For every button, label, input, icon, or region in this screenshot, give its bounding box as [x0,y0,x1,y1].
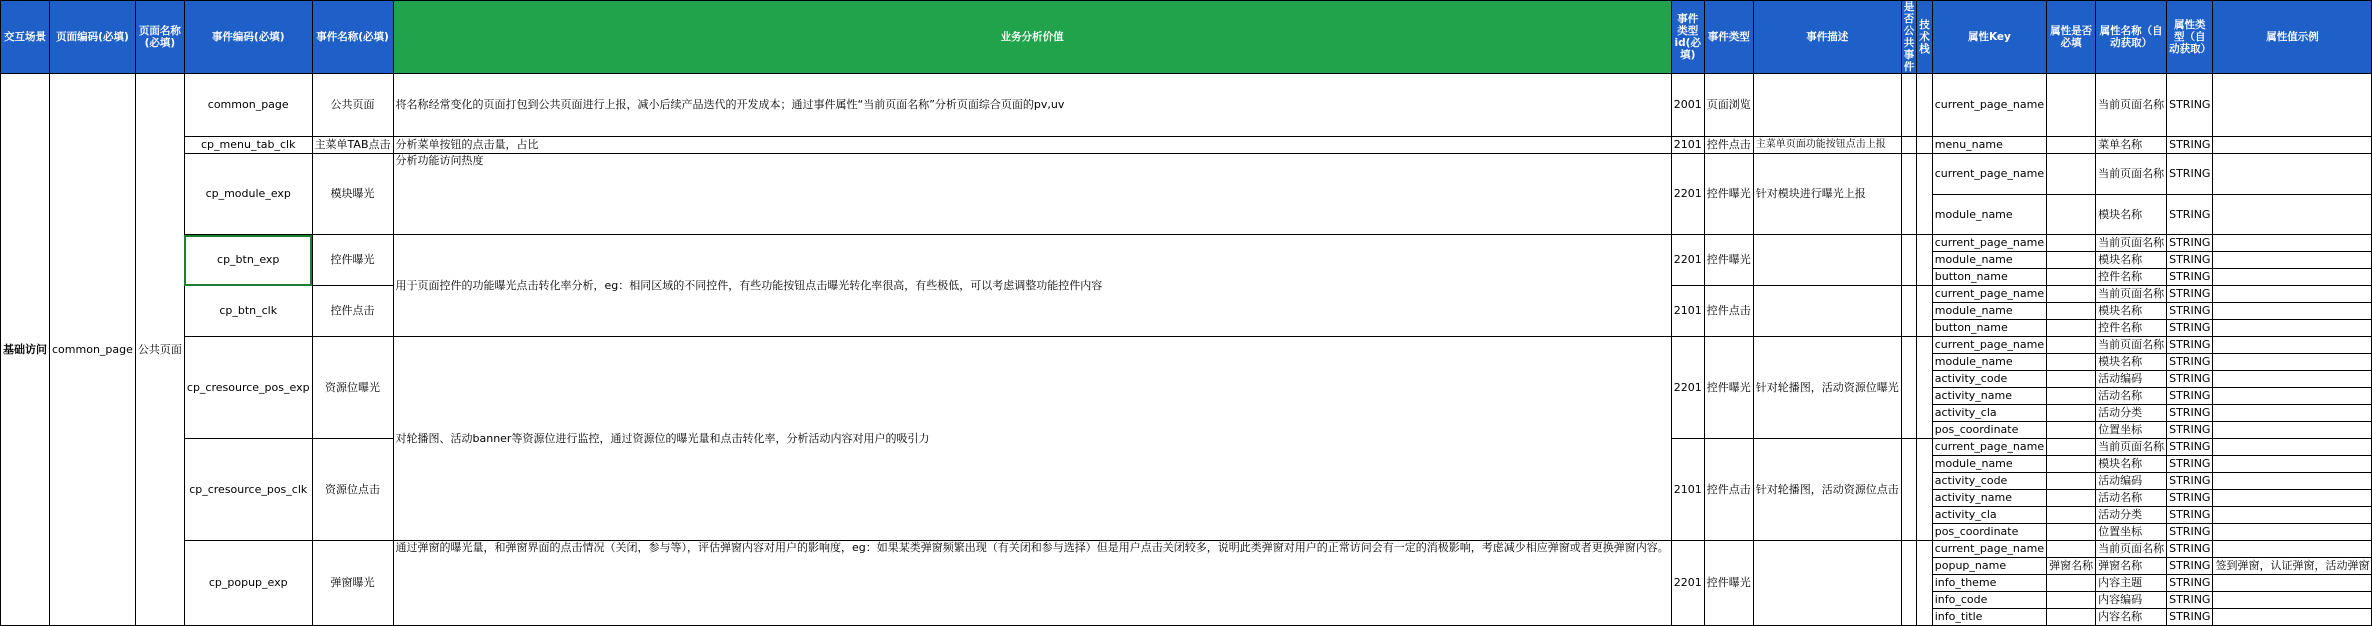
prop-name-cell[interactable]: 活动编码 [2096,371,2167,388]
prop-required-cell[interactable] [2047,592,2096,609]
prop-required-cell[interactable] [2047,286,2096,303]
prop-example-cell[interactable] [2213,303,2372,320]
is-public-cell[interactable] [1901,74,1917,137]
prop-key-cell[interactable]: current_page_name [1932,541,2046,558]
prop-required-cell[interactable] [2047,422,2096,439]
prop-example-cell[interactable] [2213,320,2372,337]
event-type-cell[interactable]: 控件曝光 [1704,337,1753,439]
prop-required-cell[interactable] [2047,74,2096,137]
header-event-type[interactable]: 事件类型 [1704,1,1753,74]
prop-example-cell[interactable] [2213,286,2372,303]
prop-name-cell[interactable]: 内容名称 [2096,609,2167,626]
prop-type-cell[interactable]: STRING [2167,524,2213,541]
event-code-cell[interactable]: cp_btn_clk [184,286,312,337]
prop-example-cell[interactable]: 签到弹窗，认证弹窗，活动弹窗 [2213,558,2372,575]
prop-name-cell[interactable]: 控件名称 [2096,320,2167,337]
prop-type-cell[interactable]: STRING [2167,137,2213,154]
prop-key-cell[interactable]: current_page_name [1932,235,2046,252]
prop-name-cell[interactable]: 模块名称 [2096,303,2167,320]
event-name-cell[interactable]: 弹窗曝光 [312,541,393,626]
prop-required-cell[interactable] [2047,507,2096,524]
event-type-cell[interactable]: 控件曝光 [1704,541,1753,626]
header-prop-key[interactable]: 属性Key [1932,1,2046,74]
prop-type-cell[interactable]: STRING [2167,269,2213,286]
prop-example-cell[interactable] [2213,252,2372,269]
event-code-cell[interactable]: cp_popup_exp [184,541,312,626]
prop-example-cell[interactable] [2213,371,2372,388]
prop-example-cell[interactable] [2213,195,2372,235]
header-event-code[interactable]: 事件编码(必填) [184,1,312,74]
prop-key-cell[interactable]: activity_cla [1932,405,2046,422]
prop-type-cell[interactable]: STRING [2167,388,2213,405]
prop-example-cell[interactable] [2213,592,2372,609]
prop-required-cell[interactable] [2047,154,2096,195]
prop-required-cell[interactable] [2047,405,2096,422]
prop-key-cell[interactable]: current_page_name [1932,154,2046,195]
header-prop-type[interactable]: 属性类型（自动获取） [2167,1,2213,74]
event-desc-cell[interactable] [1753,541,1901,626]
prop-required-cell[interactable] [2047,337,2096,354]
page-code-cell[interactable]: common_page [50,74,136,626]
event-type-cell[interactable]: 控件曝光 [1704,235,1753,286]
prop-type-cell[interactable]: STRING [2167,371,2213,388]
prop-name-cell[interactable]: 活动名称 [2096,388,2167,405]
prop-required-cell[interactable] [2047,354,2096,371]
header-business-value[interactable]: 业务分析价值 [393,1,1671,74]
prop-required-cell[interactable] [2047,439,2096,456]
prop-example-cell[interactable] [2213,388,2372,405]
event-name-cell[interactable]: 公共页面 [312,74,393,137]
event-desc-cell[interactable] [1753,235,1901,286]
prop-required-cell[interactable] [2047,235,2096,252]
prop-type-cell[interactable]: STRING [2167,337,2213,354]
prop-example-cell[interactable] [2213,541,2372,558]
prop-name-cell[interactable]: 活动分类 [2096,405,2167,422]
event-name-cell[interactable]: 控件点击 [312,286,393,337]
is-public-cell[interactable] [1901,337,1917,439]
event-desc-cell[interactable]: 针对轮播图，活动资源位曝光 [1753,337,1901,439]
prop-name-cell[interactable]: 位置坐标 [2096,422,2167,439]
prop-name-cell[interactable]: 控件名称 [2096,269,2167,286]
prop-required-cell[interactable] [2047,195,2096,235]
prop-type-cell[interactable]: STRING [2167,575,2213,592]
prop-example-cell[interactable] [2213,74,2372,137]
prop-example-cell[interactable] [2213,422,2372,439]
header-tech-stack[interactable]: 技术栈 [1917,1,1933,74]
prop-type-cell[interactable]: STRING [2167,235,2213,252]
event-desc-cell[interactable]: 主菜单页面功能按钮点击上报 [1753,137,1901,154]
prop-name-cell[interactable]: 活动分类 [2096,507,2167,524]
event-code-cell[interactable]: cp_btn_exp [184,235,312,286]
is-public-cell[interactable] [1901,286,1917,337]
prop-type-cell[interactable]: STRING [2167,286,2213,303]
table-row [1,154,2372,195]
prop-type-cell[interactable]: STRING [2167,195,2213,235]
prop-key-cell[interactable]: pos_coordinate [1932,422,2046,439]
is-public-cell[interactable] [1901,154,1917,235]
prop-key-cell[interactable]: activity_name [1932,490,2046,507]
scene-cell[interactable]: 基础访问 [1,74,50,626]
event-desc-cell[interactable]: 针对轮播图，活动资源位点击 [1753,439,1901,541]
business-value-cell[interactable]: 用于页面控件的功能曝光点击转化率分析，eg：相同区域的不同控件，有些功能按钮点击曝光转化率很高，有些极低，可以考虑调整功能控件内容 [393,235,1671,337]
prop-type-cell[interactable]: STRING [2167,252,2213,269]
tech-stack-cell[interactable] [1917,235,1933,286]
business-value-cell[interactable]: 将名称经常变化的页面打包到公共页面进行上报，减小后续产品迭代的开发成本；通过事件属性“当前页面名称”分析页面综合页面的pv,uv [393,74,1671,137]
prop-example-cell[interactable] [2213,405,2372,422]
event-type-cell[interactable]: 控件点击 [1704,137,1753,154]
prop-example-cell[interactable] [2213,337,2372,354]
prop-example-cell[interactable] [2213,137,2372,154]
header-prop-example[interactable]: 属性值示例 [2213,1,2372,74]
prop-name-cell[interactable]: 内容主题 [2096,575,2167,592]
prop-type-cell[interactable]: STRING [2167,541,2213,558]
prop-required-cell[interactable] [2047,524,2096,541]
event-desc-cell[interactable] [1753,286,1901,337]
prop-example-cell[interactable] [2213,269,2372,286]
prop-required-cell[interactable] [2047,252,2096,269]
prop-key-cell[interactable]: module_name [1932,252,2046,269]
event-name-cell[interactable]: 主菜单TAB点击 [312,137,393,154]
prop-type-cell[interactable]: STRING [2167,507,2213,524]
prop-name-cell[interactable]: 模块名称 [2096,252,2167,269]
prop-type-cell[interactable]: STRING [2167,422,2213,439]
prop-example-cell[interactable] [2213,235,2372,252]
prop-key-cell[interactable]: button_name [1932,269,2046,286]
prop-type-cell[interactable]: STRING [2167,558,2213,575]
prop-type-cell[interactable]: STRING [2167,405,2213,422]
event-desc-cell[interactable]: 针对模块进行曝光上报 [1753,154,1901,235]
prop-key-cell[interactable]: module_name [1932,195,2046,235]
prop-required-cell[interactable] [2047,541,2096,558]
prop-key-cell[interactable]: current_page_name [1932,286,2046,303]
prop-key-cell[interactable]: module_name [1932,303,2046,320]
prop-name-cell[interactable]: 当前页面名称 [2096,439,2167,456]
event-type-id-cell[interactable]: 2201 [1671,541,1704,626]
event-code-cell[interactable]: common_page [184,74,312,137]
table-row [1,337,2372,354]
event-type-id-cell[interactable]: 2201 [1671,235,1704,286]
prop-type-cell[interactable]: STRING [2167,490,2213,507]
event-name-cell[interactable]: 资源位曝光 [312,337,393,439]
event-name-cell[interactable]: 模块曝光 [312,154,393,235]
event-type-id-cell[interactable]: 2201 [1671,154,1704,235]
event-name-cell[interactable]: 控件曝光 [312,235,393,286]
header-prop-name[interactable]: 属性名称（自动获取） [2096,1,2167,74]
prop-example-cell[interactable] [2213,524,2372,541]
tech-stack-cell[interactable] [1917,439,1933,541]
prop-name-cell[interactable]: 活动名称 [2096,490,2167,507]
business-value-cell[interactable]: 对轮播图、活动banner等资源位进行监控，通过资源位的曝光量和点击转化率，分析活动内容对用户的吸引力 [393,337,1671,541]
tech-stack-cell[interactable] [1917,286,1933,337]
prop-name-cell[interactable]: 当前页面名称 [2096,74,2167,137]
business-value-cell[interactable]: 分析菜单按钮的点击量，占比 [393,137,1671,154]
prop-example-cell[interactable] [2213,154,2372,195]
prop-name-cell[interactable]: 弹窗名称 [2096,558,2167,575]
is-public-cell[interactable] [1901,439,1917,541]
header-event-desc[interactable]: 事件描述 [1753,1,1901,74]
prop-name-cell[interactable]: 当前页面名称 [2096,286,2167,303]
event-type-cell[interactable]: 控件曝光 [1704,154,1753,235]
event-type-id-cell[interactable]: 2101 [1671,286,1704,337]
prop-example-cell[interactable] [2213,456,2372,473]
header-row [1,1,2372,74]
event-type-cell[interactable]: 控件点击 [1704,286,1753,337]
prop-key-cell[interactable]: info_theme [1932,575,2046,592]
prop-name-cell[interactable]: 活动编码 [2096,473,2167,490]
header-event-type-id[interactable]: 事件类型id(必填) [1671,1,1704,74]
prop-name-cell[interactable]: 菜单名称 [2096,137,2167,154]
is-public-cell[interactable] [1901,137,1917,154]
tech-stack-cell[interactable] [1917,337,1933,439]
prop-example-cell[interactable] [2213,473,2372,490]
prop-type-cell[interactable]: STRING [2167,473,2213,490]
tech-stack-cell[interactable] [1917,154,1933,235]
prop-required-cell[interactable] [2047,371,2096,388]
prop-required-cell[interactable] [2047,456,2096,473]
header-is-public[interactable]: 是否公共事件 [1901,1,1917,74]
event-type-id-cell[interactable]: 2001 [1671,74,1704,137]
prop-key-cell[interactable]: info_title [1932,609,2046,626]
prop-required-cell[interactable] [2047,473,2096,490]
prop-name-cell[interactable]: 模块名称 [2096,354,2167,371]
prop-name-cell[interactable]: 当前页面名称 [2096,337,2167,354]
prop-required-cell[interactable] [2047,320,2096,337]
prop-key-cell[interactable]: activity_code [1932,473,2046,490]
prop-key-cell[interactable]: module_name [1932,354,2046,371]
prop-name-cell[interactable]: 模块名称 [2096,195,2167,235]
prop-type-cell[interactable]: STRING [2167,303,2213,320]
prop-name-cell[interactable]: 当前页面名称 [2096,541,2167,558]
prop-example-cell[interactable] [2213,575,2372,592]
prop-key-cell[interactable]: activity_code [1932,371,2046,388]
table-row [1,74,2372,137]
event-desc-cell[interactable] [1753,74,1901,137]
prop-key-cell[interactable]: activity_cla [1932,507,2046,524]
prop-key-cell[interactable]: current_page_name [1932,74,2046,137]
table-row [1,235,2372,252]
prop-required-cell[interactable] [2047,303,2096,320]
table-row [1,137,2372,154]
prop-key-cell[interactable]: menu_name [1932,137,2046,154]
prop-name-cell[interactable]: 内容编码 [2096,592,2167,609]
event-code-cell[interactable]: cp_module_exp [184,154,312,235]
event-code-cell[interactable]: cp_menu_tab_clk [184,137,312,154]
prop-key-cell[interactable]: popup_name [1932,558,2046,575]
prop-example-cell[interactable] [2213,354,2372,371]
prop-required-cell[interactable]: 弹窗名称 [2047,558,2096,575]
prop-example-cell[interactable] [2213,609,2372,626]
event-code-cell[interactable]: cp_cresource_pos_exp [184,337,312,439]
tech-stack-cell[interactable] [1917,541,1933,626]
event-type-cell[interactable]: 控件点击 [1704,439,1753,541]
prop-type-cell[interactable]: STRING [2167,74,2213,137]
prop-key-cell[interactable]: activity_name [1932,388,2046,405]
prop-type-cell[interactable]: STRING [2167,354,2213,371]
business-value-cell[interactable]: 分析功能访问热度 [393,154,1671,235]
event-name-cell[interactable]: 资源位点击 [312,439,393,541]
header-page-name[interactable]: 页面名称(必填) [135,1,184,74]
prop-type-cell[interactable]: STRING [2167,320,2213,337]
prop-example-cell[interactable] [2213,490,2372,507]
event-type-cell[interactable]: 页面浏览 [1704,74,1753,137]
prop-type-cell[interactable]: STRING [2167,456,2213,473]
prop-type-cell[interactable]: STRING [2167,592,2213,609]
event-type-id-cell[interactable]: 2201 [1671,337,1704,439]
tech-stack-cell[interactable] [1917,137,1933,154]
table-row [1,541,2372,558]
prop-required-cell[interactable] [2047,575,2096,592]
prop-name-cell[interactable]: 当前页面名称 [2096,154,2167,195]
event-type-id-cell[interactable]: 2101 [1671,137,1704,154]
prop-key-cell[interactable]: pos_coordinate [1932,524,2046,541]
prop-key-cell[interactable]: current_page_name [1932,439,2046,456]
header-event-name[interactable]: 事件名称(必填) [312,1,393,74]
prop-required-cell[interactable] [2047,137,2096,154]
prop-required-cell[interactable] [2047,269,2096,286]
prop-type-cell[interactable]: STRING [2167,609,2213,626]
tech-stack-cell[interactable] [1917,74,1933,137]
business-value-cell[interactable]: 通过弹窗的曝光量，和弹窗界面的点击情况（关闭，参与等），评估弹窗内容对用户的影响度，eg：如果某类弹窗频繁出现（有关闭和参与选择）但是用户点击关闭较多，说明此类弹窗对用户的正常访问会有一定的消极影响，考虑减少相应弹窗或者更换弹窗内容。 [393,541,1671,626]
prop-example-cell[interactable] [2213,439,2372,456]
prop-required-cell[interactable] [2047,490,2096,507]
prop-type-cell[interactable]: STRING [2167,154,2213,195]
header-scene[interactable]: 交互场景 [1,1,50,74]
prop-required-cell[interactable] [2047,609,2096,626]
header-page-code[interactable]: 页面编码(必填) [50,1,136,74]
prop-name-cell[interactable]: 位置坐标 [2096,524,2167,541]
prop-example-cell[interactable] [2213,507,2372,524]
is-public-cell[interactable] [1901,541,1917,626]
prop-name-cell[interactable]: 模块名称 [2096,456,2167,473]
is-public-cell[interactable] [1901,235,1917,286]
prop-key-cell[interactable]: module_name [1932,456,2046,473]
prop-type-cell[interactable]: STRING [2167,439,2213,456]
event-type-id-cell[interactable]: 2101 [1671,439,1704,541]
prop-key-cell[interactable]: info_code [1932,592,2046,609]
event-code-cell[interactable]: cp_cresource_pos_clk [184,439,312,541]
prop-key-cell[interactable]: current_page_name [1932,337,2046,354]
header-prop-required[interactable]: 属性是否必填 [2047,1,2096,74]
page-name-cell[interactable]: 公共页面 [135,74,184,626]
prop-name-cell[interactable]: 当前页面名称 [2096,235,2167,252]
prop-key-cell[interactable]: button_name [1932,320,2046,337]
prop-required-cell[interactable] [2047,388,2096,405]
